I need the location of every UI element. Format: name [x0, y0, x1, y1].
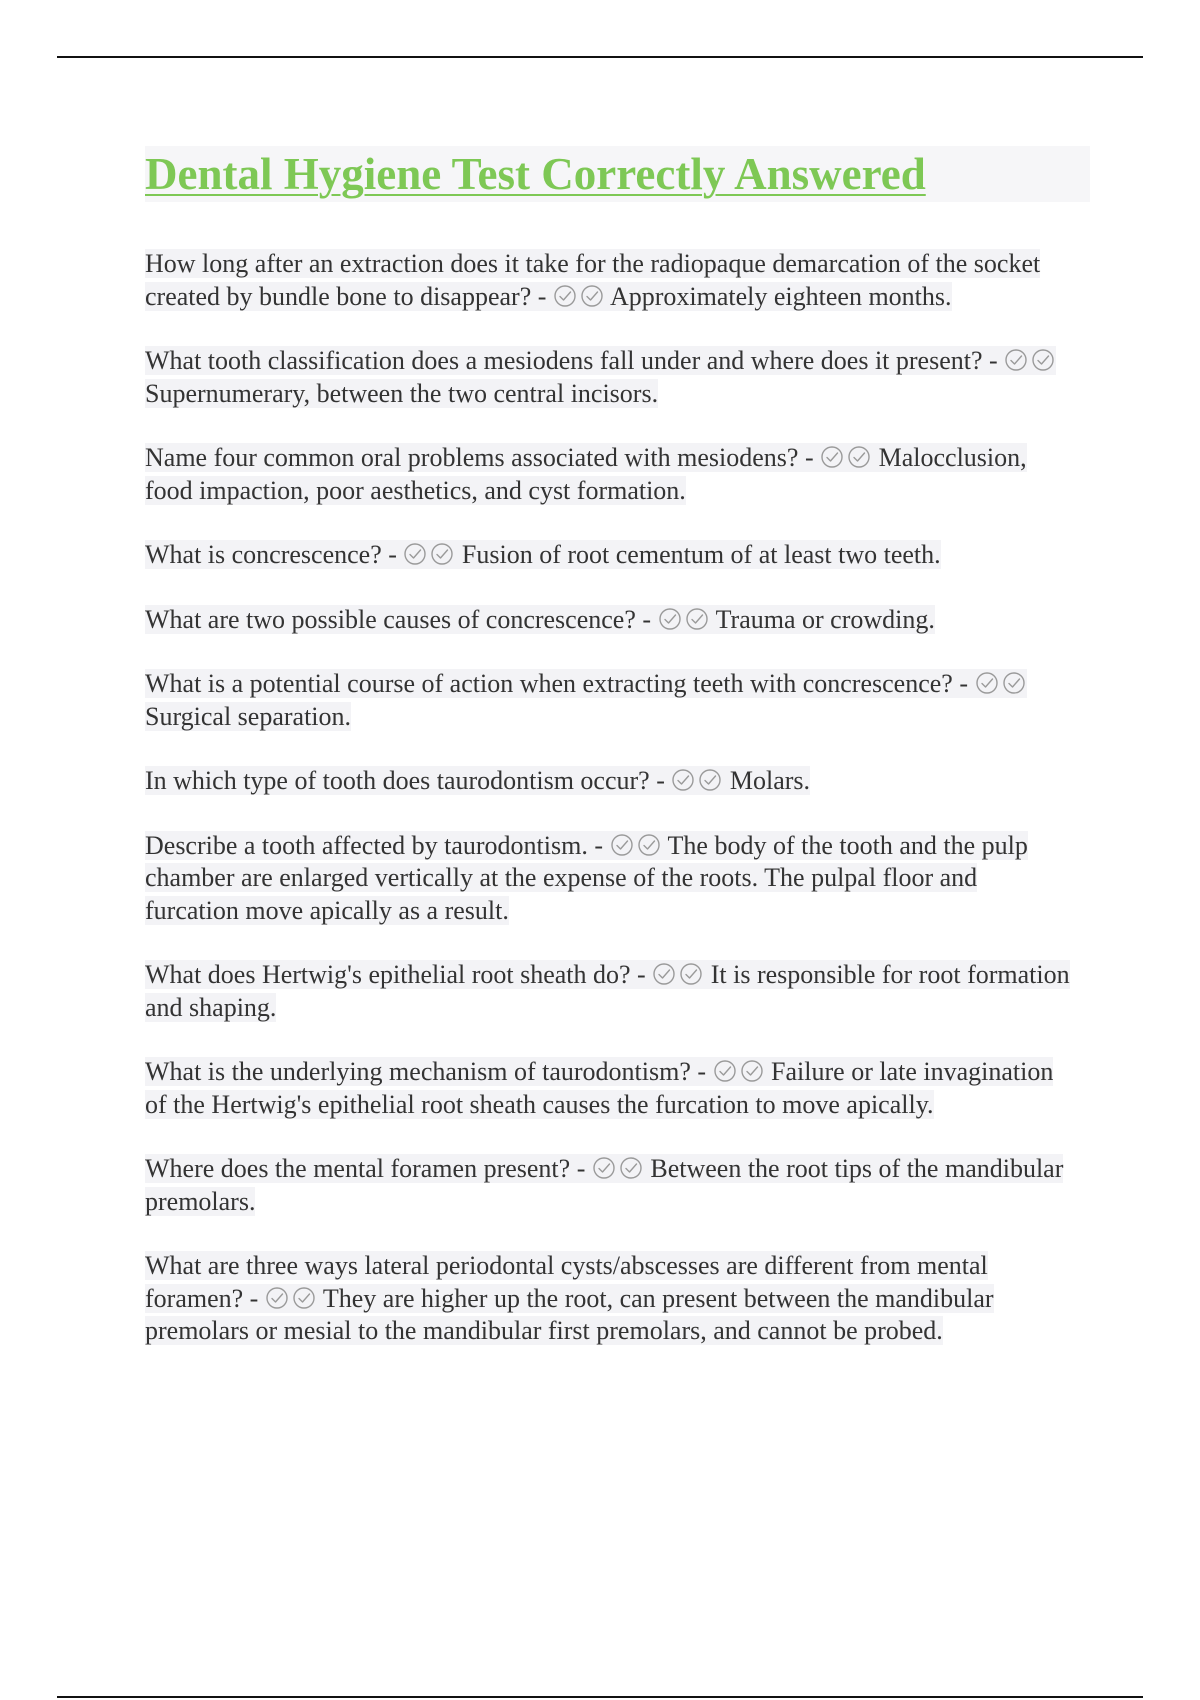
double-check-icon [975, 671, 1027, 695]
question-text: What are three ways lateral periodontal cysts/abscesses are different from mental foramen? [145, 1251, 988, 1313]
qa-highlight [145, 1057, 1053, 1119]
qa-item [145, 248, 1075, 313]
question-text: What is the underlying mechanism of taurodontism? [145, 1057, 691, 1086]
double-check-icon [1004, 348, 1056, 372]
qa-item [145, 1153, 1075, 1218]
separator: - [635, 604, 658, 634]
double-check-icon [652, 962, 704, 986]
double-check-icon [820, 445, 872, 469]
double-check-icon [265, 1286, 317, 1310]
answer-text: Trauma or crowding. [715, 604, 935, 634]
question-text: What tooth classification does a mesiodens fall under and where does it present? [145, 346, 983, 375]
answer-text: Approximately eighteen months. [609, 281, 952, 311]
qa-highlight [145, 766, 810, 795]
qa-item [145, 1056, 1075, 1121]
separator: - [982, 346, 1005, 375]
question-text: Name four common oral problems associated with mesiodens? [145, 443, 799, 472]
top-rule [57, 56, 1143, 58]
question-text: What is a potential course of action when extracting teeth with concrescence? [145, 669, 953, 698]
answer-text: Fusion of root cementum of at least two teeth. [461, 540, 941, 569]
qa-highlight [145, 831, 1028, 925]
question-text: What is concrescence? [145, 540, 382, 569]
separator: - [243, 1283, 265, 1313]
answer-text: Failure or late invagination of the Hertwig's epithelial root sheath causes the furcation to move apically. [145, 1057, 1054, 1119]
double-check-icon [658, 607, 710, 631]
qa-item [145, 765, 1075, 798]
double-check-icon [610, 833, 662, 857]
qa-highlight [145, 1251, 994, 1345]
separator: - [570, 1154, 592, 1183]
qa-highlight [145, 1154, 1063, 1216]
question-text: What are two possible causes of concrescence? [145, 604, 636, 634]
qa-item [145, 1250, 1075, 1348]
qa-item [145, 668, 1075, 733]
page-title: Dental Hygiene Test Correctly Answered [145, 148, 926, 199]
qa-item [145, 830, 1075, 928]
double-check-icon [403, 542, 455, 566]
separator: - [630, 960, 653, 989]
title-band [145, 146, 1090, 202]
qa-highlight [145, 669, 1027, 731]
answer-text: Malocclusion, food impaction, poor aesthetics, and cyst formation. [145, 443, 1027, 505]
qa-item [145, 604, 1075, 637]
answer-text: The body of the tooth and the pulp chamber are enlarged vertically at the expense of the roots. The pulpal floor and furcation move apically as a result. [145, 830, 1028, 925]
separator: - [690, 1057, 713, 1086]
separator: - [381, 540, 404, 569]
document-body [145, 146, 1090, 1380]
qa-highlight [145, 443, 1027, 505]
qa-list [145, 248, 1075, 1348]
qa-highlight [145, 346, 1056, 408]
answer-text: Molars. [729, 766, 811, 795]
qa-highlight [145, 540, 941, 569]
qa-highlight [145, 249, 1040, 311]
double-check-icon [671, 768, 723, 792]
double-check-icon [553, 284, 605, 308]
question-text: Where does the mental foramen present? [145, 1154, 571, 1183]
answer-text: Between the root tips of the mandibular premolars. [145, 1154, 1064, 1216]
qa-highlight [145, 960, 1070, 1022]
question-text: What does Hertwig's epithelial root sheath do? [145, 960, 631, 989]
answer-text: It is responsible for root formation and shaping. [145, 960, 1070, 1022]
qa-item [145, 539, 1075, 572]
question-text: How long after an extraction does it take for the radiopaque demarcation of the socket created by bundle bone to disappear? [145, 249, 1041, 311]
double-check-icon [592, 1156, 644, 1180]
qa-item [145, 345, 1075, 410]
separator: - [531, 281, 553, 311]
bottom-rule [57, 1696, 1143, 1698]
question-text: In which type of tooth does taurodontism occur? [145, 766, 650, 795]
question-text: Describe a tooth affected by taurodontism. [145, 830, 588, 860]
qa-item [145, 442, 1075, 507]
answer-text: Surgical separation. [145, 701, 352, 731]
separator: - [587, 830, 610, 860]
separator: - [649, 766, 672, 795]
double-check-icon [713, 1059, 765, 1083]
separator: - [952, 669, 975, 698]
separator: - [798, 443, 821, 472]
qa-item [145, 959, 1075, 1024]
answer-text: Supernumerary, between the two central incisors. [145, 378, 659, 408]
answer-text: They are higher up the root, can present between the mandibular premolars or mesial to the mandibular first premolars, and cannot be probed. [145, 1283, 994, 1345]
qa-highlight [145, 605, 935, 634]
